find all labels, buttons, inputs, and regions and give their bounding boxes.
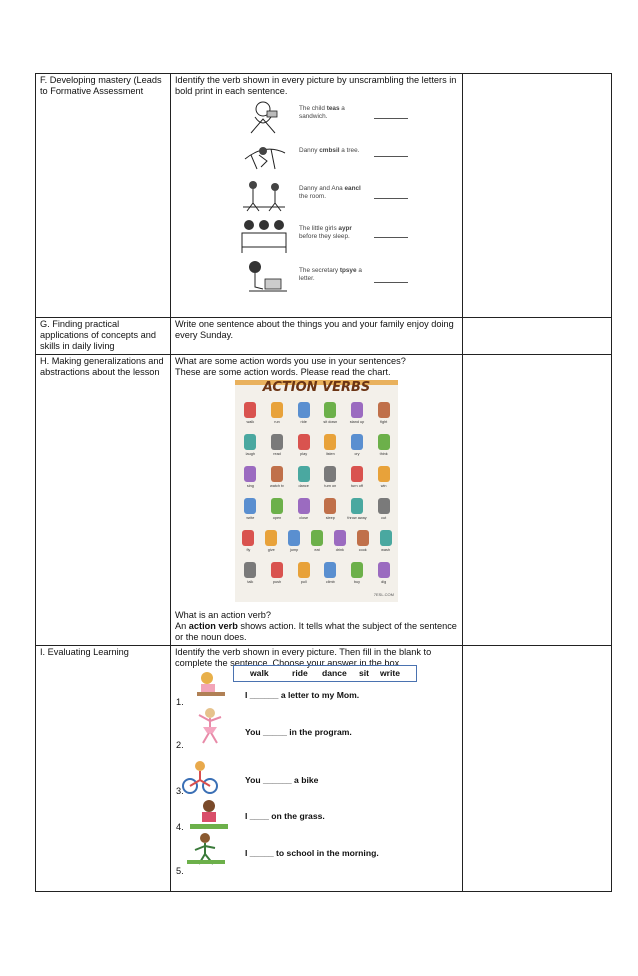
- chart-verb-item: [239, 402, 261, 428]
- chart-verb-label: close: [299, 516, 309, 521]
- lesson-plan-table: [35, 73, 612, 892]
- chart-verb-item: [346, 466, 368, 492]
- girls-praying-picture: [239, 217, 289, 255]
- chart-verb-label: watch tv: [270, 484, 284, 489]
- chart-verb-label: ride: [300, 420, 307, 425]
- action-verbs-chart: [235, 380, 398, 602]
- chart-verb-item: [319, 466, 341, 492]
- chart-verb-label: read: [273, 452, 281, 457]
- chart-title: ACTION VERBS: [262, 380, 371, 396]
- row-generalizations: [36, 354, 612, 645]
- verb-illustration-icon: [271, 434, 283, 450]
- chart-verb-item: [293, 498, 315, 524]
- chart-verb-label: eat: [314, 548, 320, 553]
- verb-illustration-icon: [271, 498, 283, 514]
- chart-verb-item: [293, 402, 315, 428]
- chart-verb-label: buy: [353, 580, 361, 585]
- verb-illustration-icon: [265, 530, 277, 546]
- lesson-plan-table-wrapper: [35, 73, 611, 892]
- girl-dancing-picture: [193, 707, 227, 747]
- row-notes-i: [463, 645, 612, 891]
- girl-sitting-picture: [190, 798, 228, 830]
- chart-verb-item: [319, 498, 341, 524]
- chart-verb-label: run: [274, 420, 280, 425]
- verb-illustration-icon: [378, 402, 390, 418]
- verb-illustration-icon: [298, 434, 310, 450]
- chart-verb-item: [293, 466, 315, 492]
- chart-verb-label: climb: [325, 580, 335, 585]
- chart-verb-item: [373, 562, 395, 588]
- verb-illustration-icon: [271, 402, 283, 418]
- verb-illustration-icon: [298, 562, 310, 578]
- chart-verb-item: [319, 562, 341, 588]
- row-notes-h: [463, 354, 612, 645]
- chart-verb-label: win: [380, 484, 387, 489]
- verb-illustration-icon: [324, 562, 336, 578]
- verb-illustration-icon: [244, 434, 256, 450]
- chart-verb-item: [346, 434, 368, 460]
- chart-verb-label: cry: [354, 452, 360, 457]
- chart-verb-label: cut: [381, 516, 387, 521]
- question-text-3: You ______ a bike: [245, 775, 319, 785]
- chart-verb-item: [239, 562, 261, 588]
- worksheet-item-2: Danny cmbsil a tree.: [299, 147, 360, 155]
- row-content-h: [171, 354, 463, 645]
- chart-verb-item: [375, 530, 397, 556]
- chart-verb-item: [239, 434, 261, 460]
- row-developing-mastery: [36, 74, 612, 318]
- row-content-f: [171, 74, 463, 318]
- child-eating-picture: [241, 99, 289, 135]
- worksheet-item-1: The child teas a sandwich.: [299, 105, 345, 120]
- chart-verb-label: stand up: [349, 420, 365, 425]
- answer-blank-3: [374, 198, 408, 199]
- chart-verb-label: cook: [358, 548, 367, 553]
- chart-verb-label: sit down: [323, 420, 338, 425]
- verb-illustration-icon: [351, 434, 363, 450]
- row-practical-applications: [36, 318, 612, 355]
- verb-illustration-icon: [242, 530, 254, 546]
- chart-verb-label: play: [300, 452, 308, 457]
- verb-illustration-icon: [271, 562, 283, 578]
- verb-illustration-icon: [324, 498, 336, 514]
- row-notes-g: [463, 318, 612, 355]
- chart-verb-label: sing: [246, 484, 254, 489]
- chart-verb-item: [239, 498, 261, 524]
- question-number-1: 1.: [176, 697, 184, 707]
- chart-verb-item: [306, 530, 328, 556]
- verb-illustration-icon: [380, 530, 392, 546]
- chart-verb-item: [373, 402, 395, 428]
- chart-verb-label: jump: [290, 548, 299, 553]
- verb-illustration-icon: [244, 466, 256, 482]
- verb-illustration-icon: [298, 402, 310, 418]
- row-label-g: G. Finding practical applications of concepts and skills in daily living: [36, 318, 171, 355]
- chart-site-label: 7ESL.COM: [373, 591, 394, 597]
- question-text-2: You _____ in the program.: [245, 727, 352, 737]
- chart-verb-item: [266, 466, 288, 492]
- verb-illustration-icon: [351, 498, 363, 514]
- question-number-5: 5.: [176, 866, 184, 876]
- chart-verb-label: walk: [246, 420, 255, 425]
- question-number-4: 4.: [176, 822, 184, 832]
- choice-ride: ride: [292, 668, 308, 678]
- verb-illustration-icon: [324, 402, 336, 418]
- chart-verb-label: dig: [381, 580, 387, 585]
- row-label-f: F. Developing mastery (Leads to Formative Assessment: [36, 74, 171, 318]
- chart-verb-label: throw away: [347, 516, 367, 521]
- chart-verb-item: [373, 466, 395, 492]
- chart-verb-item: [293, 562, 315, 588]
- question-action-words: What are some action words you use in your sentences?: [175, 355, 406, 366]
- girl-writing-picture: [193, 670, 227, 702]
- worksheet-item-5: The secretary tpsye a letter.: [299, 267, 362, 282]
- chart-verb-label: push: [272, 580, 282, 585]
- chart-verb-label: open: [272, 516, 282, 521]
- answer-blank-4: [374, 237, 408, 238]
- verb-illustration-icon: [271, 466, 283, 482]
- worksheet-item-3: Danny and Ana eancl the room.: [299, 185, 361, 200]
- chart-verb-label: listen: [325, 452, 335, 457]
- chart-verb-item: [266, 402, 288, 428]
- verb-illustration-icon: [351, 466, 363, 482]
- chart-verb-item: [283, 530, 305, 556]
- chart-verb-item: [260, 530, 282, 556]
- chart-verb-label: write: [246, 516, 255, 521]
- chart-verb-label: turn off: [351, 484, 363, 489]
- chart-verb-item: [373, 434, 395, 460]
- chart-verb-label: drink: [335, 548, 344, 553]
- instruction-i: Identify the verb shown in every picture. Then fill in the blank to complete the sentence. Choose your answer in the box.: [175, 646, 432, 668]
- row-label-h: H. Making generalizations and abstractions about the lesson: [36, 354, 171, 645]
- chart-verb-label: give: [267, 548, 275, 553]
- question-text-1: I ______ a letter to my Mom.: [245, 690, 360, 700]
- chart-verb-label: pull: [300, 580, 307, 585]
- row-label-i: I. Evaluating Learning: [36, 645, 171, 891]
- verb-illustration-icon: [378, 466, 390, 482]
- question-number-2: 2.: [176, 740, 184, 750]
- chart-verb-item: [352, 530, 374, 556]
- choice-write: write: [380, 668, 401, 678]
- verb-illustration-icon: [334, 530, 346, 546]
- chart-verb-label: laugh: [245, 452, 255, 457]
- chart-verb-label: think: [379, 452, 388, 457]
- chart-verb-label: turn on: [324, 484, 337, 489]
- chart-intro: These are some action words. Please read the chart.: [175, 366, 391, 377]
- boy-biking-picture: [180, 760, 220, 794]
- question-text-4: I ____ on the grass.: [245, 811, 325, 821]
- chart-verb-label: wash: [381, 548, 390, 553]
- chart-verb-item: [266, 562, 288, 588]
- instruction-f: Identify the verb shown in every picture by unscrambling the letters in bold print in each sentence.: [175, 75, 457, 97]
- question-what-is-action-verb: What is an action verb?: [175, 610, 272, 621]
- chart-verb-item: [319, 402, 341, 428]
- choice-walk: walk: [250, 668, 269, 678]
- word-choice-box: [233, 665, 417, 682]
- worksheet-item-4: The little girls aypr before they sleep.: [299, 225, 352, 240]
- answer-blank-1: [374, 118, 408, 119]
- verb-illustration-icon: [324, 434, 336, 450]
- chart-verb-item: [346, 402, 368, 428]
- verb-illustration-icon: [244, 402, 256, 418]
- verb-illustration-icon: [378, 498, 390, 514]
- verb-illustration-icon: [244, 562, 256, 578]
- climbing-tree-picture: [241, 139, 289, 173]
- verb-illustration-icon: [324, 466, 336, 482]
- verb-illustration-icon: [357, 530, 369, 546]
- verb-illustration-icon: [378, 562, 390, 578]
- verb-illustration-icon: [311, 530, 323, 546]
- action-verb-definition: An action verb shows action. It tells what the subject of the sentence or the noun does.: [175, 621, 457, 643]
- chart-verb-label: talk: [247, 580, 254, 585]
- secretary-typing-picture: [241, 259, 291, 295]
- chart-verb-item: [266, 498, 288, 524]
- chart-verb-item: [346, 498, 368, 524]
- verb-illustration-icon: [351, 402, 363, 418]
- cleaning-room-picture: [239, 177, 289, 213]
- question-number-3: 3.: [176, 786, 184, 796]
- boy-walking-picture: [185, 832, 227, 866]
- verb-illustration-icon: [244, 498, 256, 514]
- verb-illustration-icon: [288, 530, 300, 546]
- chart-verb-item: [329, 530, 351, 556]
- choice-sit: sit: [359, 668, 370, 678]
- verb-illustration-icon: [298, 466, 310, 482]
- verb-illustration-icon: [351, 562, 363, 578]
- answer-blank-2: [374, 156, 408, 157]
- chart-verb-item: [293, 434, 315, 460]
- chart-verb-label: sleep: [325, 516, 335, 521]
- chart-verb-label: fly: [246, 548, 251, 553]
- chart-verb-item: [373, 498, 395, 524]
- choice-dance: dance: [322, 668, 347, 678]
- instruction-g: Write one sentence about the things you and your family enjoy doing every Sunday.: [171, 318, 463, 355]
- answer-blank-5: [374, 282, 408, 283]
- question-text-5: I _____ to school in the morning.: [245, 848, 379, 858]
- verb-illustration-icon: [378, 434, 390, 450]
- chart-verb-item: [346, 562, 368, 588]
- verb-illustration-icon: [298, 498, 310, 514]
- chart-verb-item: [266, 434, 288, 460]
- chart-verb-item: [239, 466, 261, 492]
- chart-verb-label: dance: [298, 484, 309, 489]
- chart-verb-item: [319, 434, 341, 460]
- chart-verb-label: fight: [380, 420, 388, 425]
- unscramble-worksheet: [175, 97, 458, 305]
- chart-verb-item: [237, 530, 259, 556]
- row-notes-f: [463, 74, 612, 318]
